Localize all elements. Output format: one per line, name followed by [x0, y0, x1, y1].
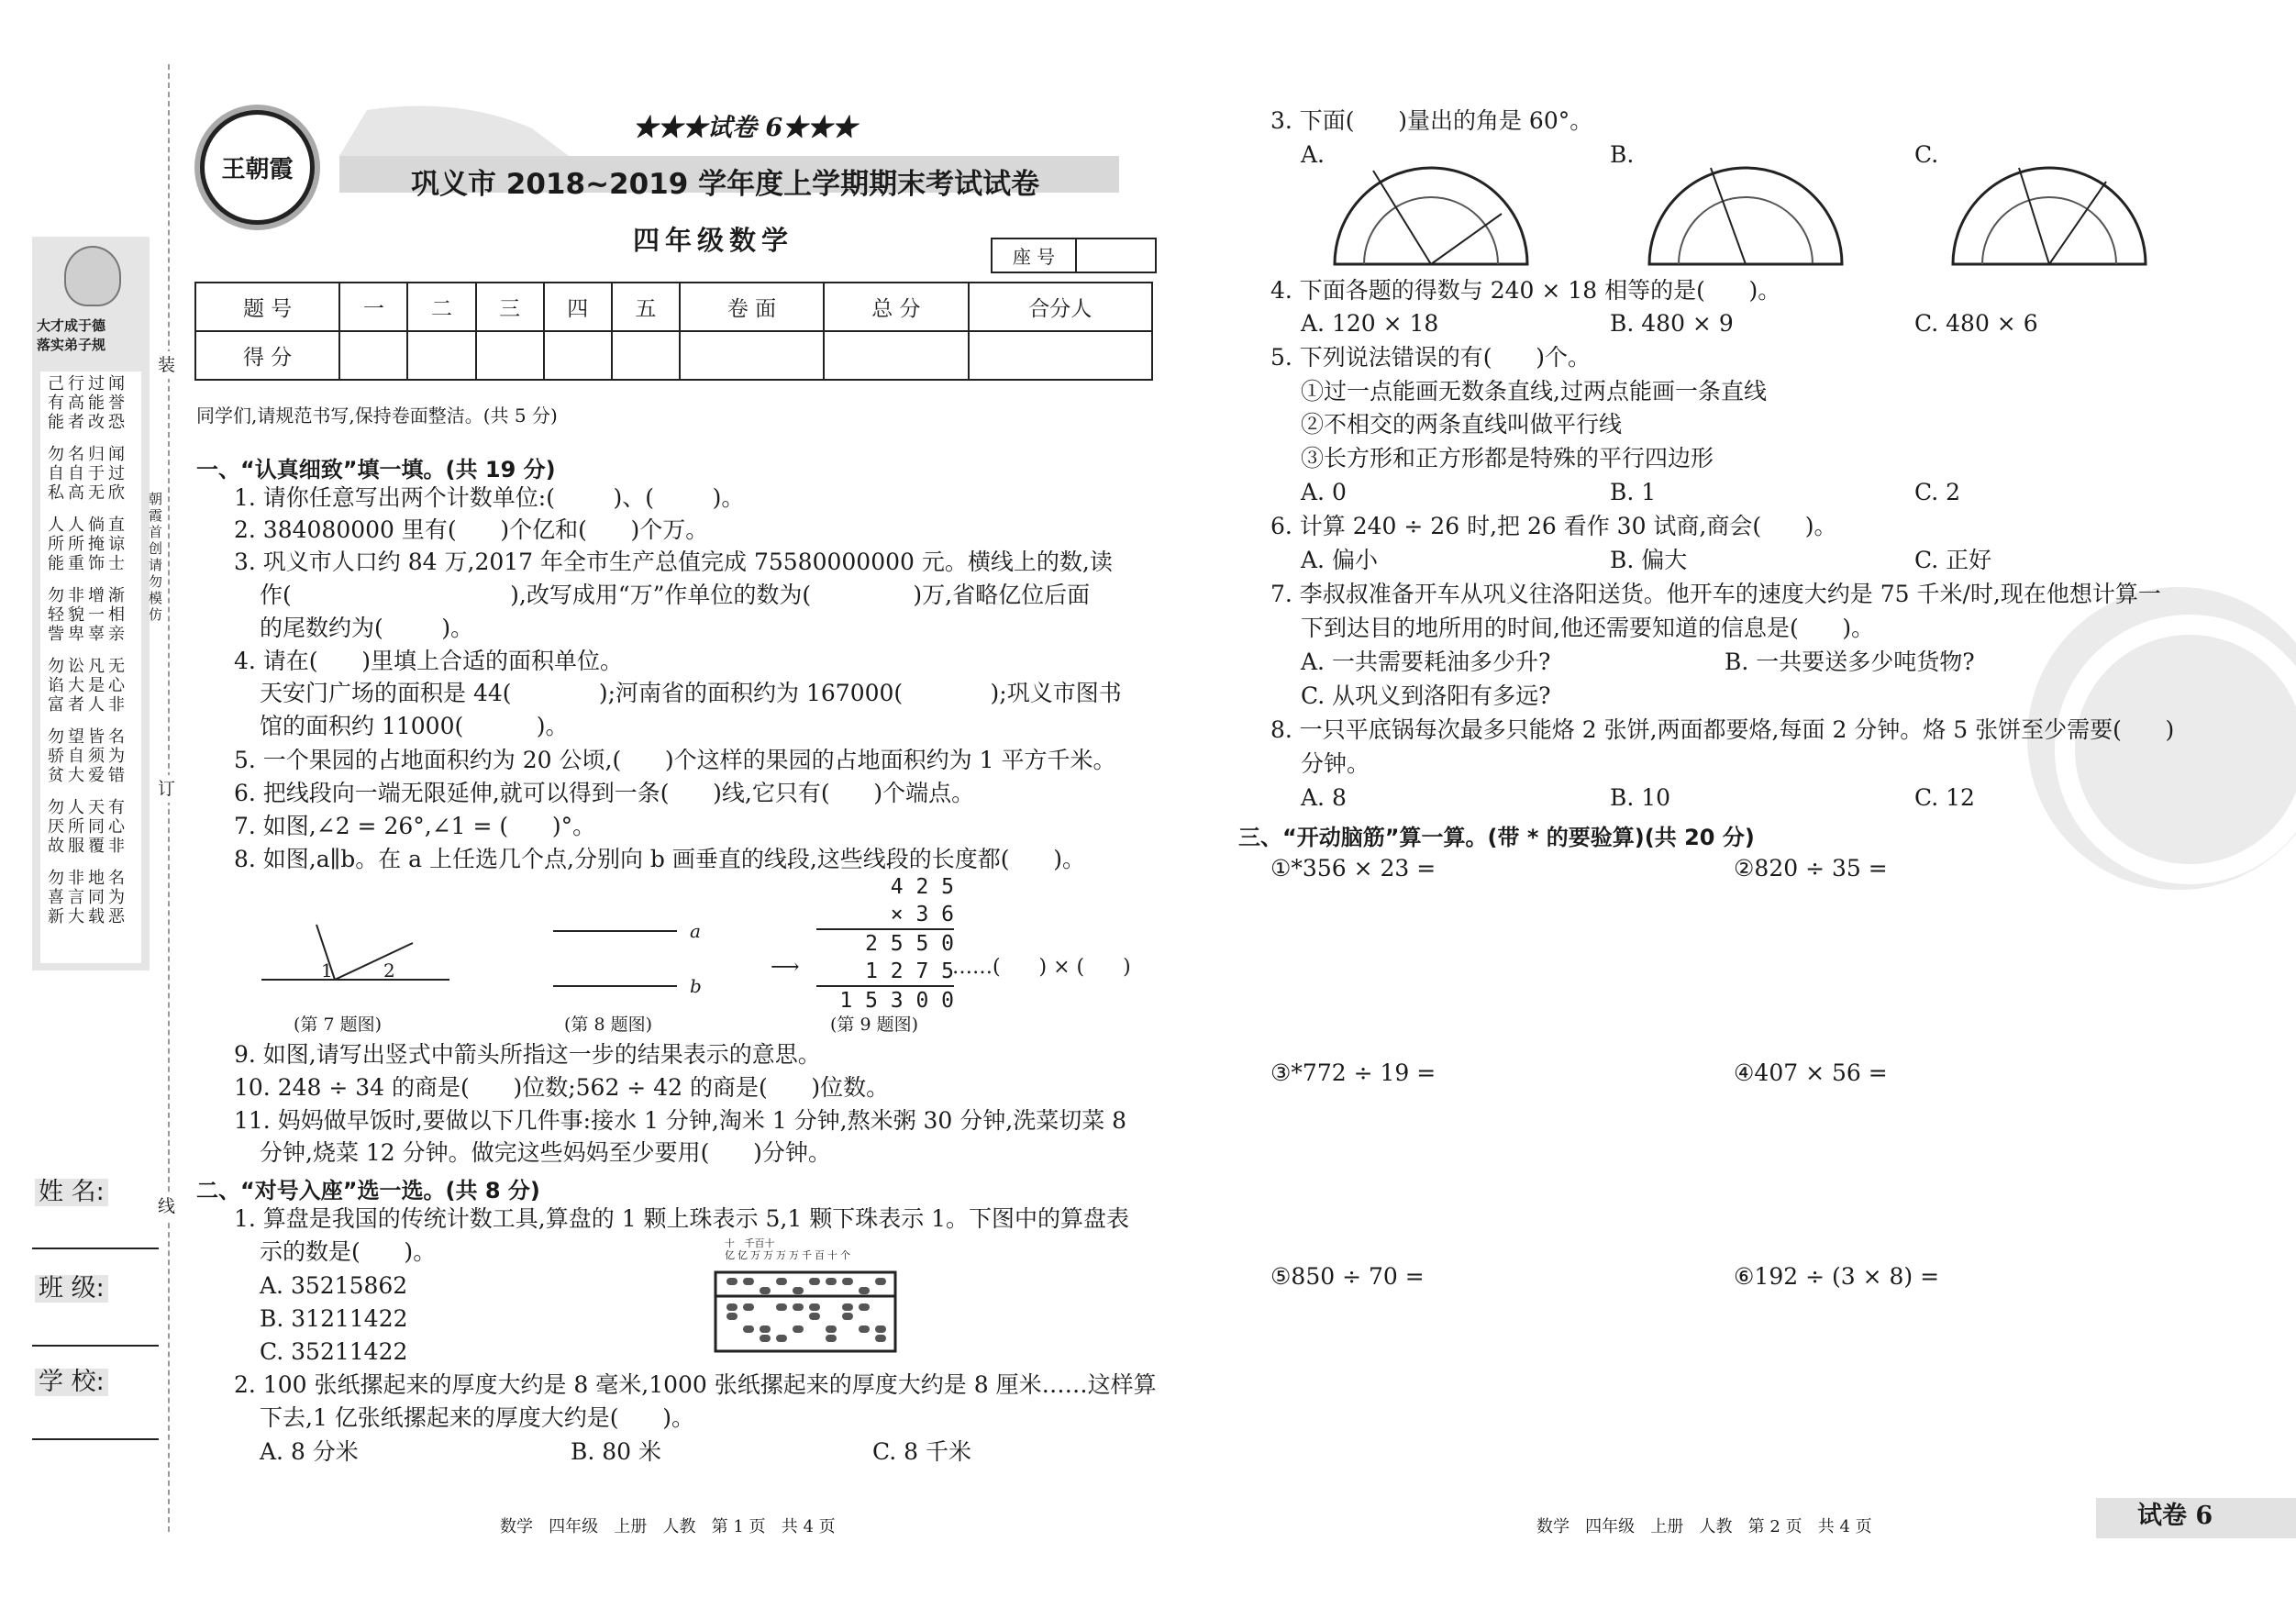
score-cell: 得 分 — [195, 331, 339, 380]
r-q5-a: A. 0 — [1301, 479, 1347, 505]
maxim-group: 勿非地名 喜言同为 新大载恶 — [48, 869, 128, 926]
s2-q2-opt-c: C. 8 千米 — [872, 1438, 971, 1465]
fig9-arrow: ⟶ — [771, 956, 800, 979]
r-q7-line1: 7. 李叔叔准备开车从巩义往洛阳送货。他开车的速度大约是 75 千米/时,现在他想计算一 — [1270, 581, 2161, 607]
score-input[interactable] — [680, 331, 824, 380]
calc-1: ①*356 × 23 = — [1270, 855, 1436, 882]
r-q4-c: C. 480 × 6 — [1914, 310, 2038, 337]
maxim-group: 己行过闻 有高能誉 能者改恐 — [48, 374, 128, 432]
s2-q2: 2. 100 张纸摞起来的厚度大约是 8 毫米,1000 张纸摞起来的厚度大约是 8 厘米……这样算 — [234, 1371, 1157, 1398]
r-q5: 5. 下列说法错误的有( )个。 — [1270, 344, 1591, 371]
r-q3-a: A. — [1301, 141, 1325, 168]
r-q4-b: B. 480 × 9 — [1610, 310, 1734, 337]
s1-q2: 2. 384080000 里有( )个亿和( )个万。 — [234, 516, 709, 543]
s2-q2-opt-a: A. 8 分米 — [260, 1438, 359, 1465]
score-cell: 四 — [544, 283, 612, 331]
section-2-title: 二、“对号入座”选一选。(共 8 分) — [196, 1178, 540, 1203]
s2-q1: 1. 算盘是我国的传统计数工具,算盘的 1 颗上珠表示 5,1 颗下珠表示 1。下图中的算盘表 — [234, 1205, 1130, 1232]
score-cell: 题 号 — [195, 283, 339, 331]
bind-note: 朝霞首创 请勿模仿 — [149, 491, 163, 623]
fig9-caption: (第 9 题图) — [830, 1015, 918, 1035]
score-input[interactable] — [824, 331, 968, 380]
abacus-image — [714, 1270, 897, 1353]
protractor-b — [1647, 163, 1845, 269]
footer-left: 数学 四年级 上册 人教 第 1 页 共 4 页 — [500, 1517, 836, 1536]
r-q8-a: A. 8 — [1301, 784, 1347, 811]
s1-q4-line2: 天安门广场的面积是 44( );河南省的面积约为 167000( );巩义市图书 — [260, 680, 1122, 706]
section-3-title: 三、“开动脑筋”算一算。(带 * 的要验算)(共 20 分) — [1238, 825, 1755, 850]
section-1-title: 一、“认真细致”填一填。(共 19 分) — [196, 457, 556, 482]
seat-label: 座 号 — [993, 239, 1077, 272]
s2-q1-opt-c: C. 35211422 — [260, 1338, 408, 1365]
s1-q4-line3: 馆的面积约 11000( )。 — [260, 713, 569, 739]
s1-q1: 1. 请你任意写出两个计数单位:( )、( )。 — [234, 484, 745, 511]
r-q6-a: A. 偏小 — [1301, 547, 1378, 573]
calc-5: ⑤850 ÷ 70 = — [1270, 1263, 1425, 1290]
sidebar-maxims — [48, 374, 138, 926]
r-q3: 3. 下面( )量出的角是 60°。 — [1270, 107, 1593, 134]
r-q5-c: C. 2 — [1914, 479, 1961, 505]
r-q8-line2: 分钟。 — [1301, 750, 1370, 777]
r-q6: 6. 计算 240 ÷ 26 时,把 26 看作 30 试商,商会( )。 — [1270, 513, 1837, 539]
sidebar-motto: 大才成于德 落实弟子规 — [37, 317, 106, 353]
r-q3-c: C. — [1914, 141, 1939, 168]
calc-row: 4 2 5 — [890, 875, 954, 899]
score-input[interactable] — [476, 331, 544, 380]
brand-logo-text: 王朝霞 — [221, 156, 294, 183]
footer-volume: 试卷 6 — [2137, 1502, 2213, 1530]
r-q7-c: C. 从巩义到洛阳有多远? — [1301, 682, 1551, 709]
s2-q1-opt-a: A. 35215862 — [260, 1272, 408, 1299]
score-cell: 二 — [407, 283, 475, 331]
maxim-group: 勿讼凡无 谄大是心 富者人非 — [48, 657, 128, 715]
r-q8-b: B. 10 — [1610, 784, 1671, 811]
bind-mark-zhuang: 装 — [158, 351, 175, 379]
s1-q10: 10. 248 ÷ 34 的商是( )位数;562 ÷ 42 的商是( )位数。 — [234, 1074, 890, 1101]
name-label: 姓 名: — [35, 1179, 108, 1206]
fig8-caption: (第 8 题图) — [564, 1015, 652, 1035]
s1-q3-line3: 的尾数约为( )。 — [260, 615, 474, 641]
bind-mark-xian: 线 — [158, 1192, 175, 1220]
score-cell: 一 — [339, 283, 407, 331]
maxim-group: 勿名归闻 自自于过 私高无欣 — [48, 445, 128, 503]
s1-q8: 8. 如图,a∥b。在 a 上任选几个点,分别向 b 画垂直的线段,这些线段的长度都( )。 — [234, 846, 1085, 872]
s1-q5: 5. 一个果园的占地面积约为 20 公顷,( )个这样的果园的占地面积约为 1 平方千米。 — [234, 747, 1116, 773]
calc-2: ②820 ÷ 35 = — [1734, 855, 1888, 882]
s2-q1-opt-b: B. 31211422 — [260, 1305, 408, 1332]
s1-q7: 7. 如图,∠2 = 26°,∠1 = ( )°。 — [234, 813, 596, 839]
r-q6-c: C. 正好 — [1914, 547, 1992, 573]
calc-row: 1 2 7 5 — [816, 958, 954, 987]
r-q6-b: B. 偏大 — [1610, 547, 1688, 573]
seat-number-box — [991, 238, 1157, 273]
score-input[interactable] — [407, 331, 475, 380]
volume-label: ★★★试卷 6★★★ — [633, 114, 858, 142]
score-input[interactable] — [544, 331, 612, 380]
s1-q3-line2: 作( ),改写成用“万”作单位的数为( )万,省略亿位后面 — [260, 582, 1091, 608]
footer-right: 数学 四年级 上册 人教 第 2 页 共 4 页 — [1536, 1517, 1872, 1536]
s2-q1-line2: 示的数是( )。 — [260, 1238, 437, 1265]
calc-row: 1 5 3 0 0 — [839, 989, 954, 1013]
r-q7-a: A. 一共需要耗油多少升? — [1301, 649, 1551, 675]
r-q5-s2: ②不相交的两条直线叫做平行线 — [1301, 411, 1623, 438]
figure-9-calc — [816, 873, 954, 1015]
score-input[interactable] — [339, 331, 407, 380]
score-cell: 总 分 — [824, 283, 968, 331]
score-table — [194, 282, 1153, 381]
s1-q3-line1: 3. 巩义市人口约 84 万,2017 年全市生产总值完成 75580000000 元。横线上的数,读 — [234, 549, 1113, 575]
r-q5-b: B. 1 — [1610, 479, 1657, 505]
score-table-header-row — [195, 283, 1152, 331]
score-cell: 三 — [476, 283, 544, 331]
maxim-group: 勿人天有 厌所同心 故服覆非 — [48, 798, 128, 856]
fig7-label-1: 1 — [321, 959, 333, 981]
calc-row: 2 5 5 0 — [865, 932, 954, 956]
r-q4: 4. 下面各题的得数与 240 × 18 相等的是( )。 — [1270, 277, 1781, 304]
calc-3: ③*772 ÷ 19 = — [1270, 1059, 1436, 1086]
score-table-score-row — [195, 331, 1152, 380]
s2-q2-opt-b: B. 80 米 — [571, 1438, 662, 1465]
fig8-label-b: b — [690, 975, 702, 997]
subject-title: 四年级数学 — [633, 225, 794, 256]
r-q7-b: B. 一共要送多少吨货物? — [1725, 649, 1975, 675]
maxim-group: 人人倘直 所所掩谅 能重饰士 — [48, 516, 128, 573]
r-q3-b: B. — [1610, 141, 1635, 168]
r-q7-line2: 下到达目的地所用的时间,他还需要知道的信息是( )。 — [1301, 615, 1875, 641]
score-input[interactable] — [969, 331, 1152, 380]
brand-logo — [200, 110, 315, 225]
s1-q11-line2: 分钟,烧菜 12 分钟。做完这些妈妈至少要用( )分钟。 — [260, 1139, 831, 1166]
s1-q9: 9. 如图,请写出竖式中箭头所指这一步的结果表示的意思。 — [234, 1041, 821, 1068]
s1-q6: 6. 把线段向一端无限延伸,就可以得到一条( )线,它只有( )个端点。 — [234, 780, 975, 806]
s2-q2-line2: 下去,1 亿张纸摞起来的厚度大约是( )。 — [260, 1404, 694, 1431]
r-q5-s3: ③长方形和正方形都是特殊的平行四边形 — [1301, 445, 1714, 471]
exam-title: 巩义市 2018~2019 学年度上学期期末考试试卷 — [411, 168, 1040, 201]
seat-field[interactable] — [1077, 239, 1155, 272]
figure-8-parallel — [549, 917, 695, 991]
fig8-label-a: a — [690, 920, 701, 942]
fig9-tail: ……( ) × ( ) — [952, 956, 1131, 979]
calc-6: ⑥192 ÷ (3 × 8) = — [1734, 1263, 1940, 1290]
score-cell: 卷 面 — [680, 283, 824, 331]
figure-7-angle — [257, 917, 468, 991]
class-label: 班 级: — [35, 1275, 108, 1303]
name-field[interactable] — [32, 1248, 159, 1249]
abacus-place-labels: 亿亿万万万万千百十个 — [725, 1249, 853, 1261]
maxim-group: 勿望皆名 骄自须为 贫大爱错 — [48, 727, 128, 785]
fig7-caption: (第 7 题图) — [294, 1015, 382, 1035]
r-q8-c: C. 12 — [1914, 784, 1975, 811]
score-input[interactable] — [612, 331, 680, 380]
r-q4-a: A. 120 × 18 — [1301, 310, 1439, 337]
class-field[interactable] — [32, 1345, 159, 1347]
calc-4: ④407 × 56 = — [1734, 1059, 1888, 1086]
score-cell: 合分人 — [969, 283, 1152, 331]
s1-q4: 4. 请在( )里填上合适的面积单位。 — [234, 648, 623, 674]
calc-row: × 3 6 — [816, 901, 954, 930]
r-q5-s1: ①过一点能画无数条直线,过两点能画一条直线 — [1301, 378, 1767, 405]
maxim-group: 勿非增渐 轻貌一相 訾卑辜亲 — [48, 586, 128, 644]
mascot-figure — [64, 246, 121, 306]
protractor-c — [1950, 163, 2148, 269]
fig7-label-2: 2 — [383, 959, 395, 981]
intro-note: 同学们,请规范书写,保持卷面整洁。(共 5 分) — [196, 405, 558, 427]
school-label: 学 校: — [35, 1369, 108, 1396]
abacus-top-label: 十 千百十 — [725, 1237, 775, 1249]
score-cell: 五 — [612, 283, 680, 331]
r-q8-line1: 8. 一只平底锅每次最多只能烙 2 张饼,两面都要烙,每面 2 分钟。烙 5 张饼至少需要( ) — [1270, 716, 2175, 743]
protractor-a — [1332, 163, 1530, 269]
s1-q11: 11. 妈妈做早饭时,要做以下几件事:接水 1 分钟,淘米 1 分钟,熬米粥 30 分钟,洗菜切菜 8 — [234, 1107, 1127, 1134]
bind-mark-ding: 订 — [158, 775, 175, 803]
school-field[interactable] — [32, 1438, 159, 1440]
